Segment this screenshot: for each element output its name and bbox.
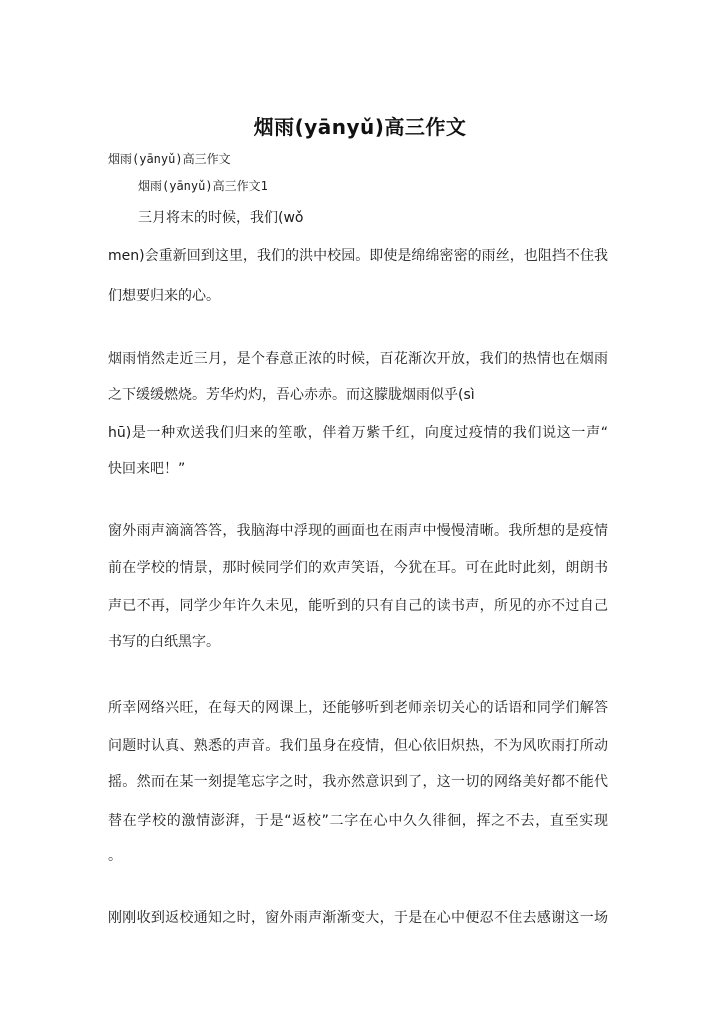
paragraph-2-line-3: hū)是一种欢送我们归来的笙歌，伴着万紫千红，向度过疫情的我们说这一声“ [108, 425, 608, 441]
paragraph-2-line-4: 快回来吧！” [108, 461, 186, 477]
paragraph-2-line-2: 之下缓缓燃烧。芳华灼灼，吾心赤赤。而这朦胧烟雨似乎(sì [108, 387, 475, 403]
paragraph-4-line-1: 所幸网络兴旺，在每天的网课上，还能够听到老师亲切关心的话语和同学们解答 [108, 700, 608, 716]
paragraph-intro-line-1: 三月将末的时候，我们(wǒ [138, 210, 304, 226]
paragraph-4-line-5: 。 [108, 848, 122, 864]
paragraph-intro-line-3: 们想要归来的心。 [108, 288, 220, 304]
page-title: 烟雨(yānyǔ)高三作文 [253, 115, 467, 139]
paragraph-3-line-3: 声已不再，同学少年许久未见，能听到的只有自己的读书声，所见的亦不过自己 [108, 598, 608, 614]
document-subheading: 烟雨(yānyǔ)高三作文1 [138, 179, 268, 193]
paragraph-3-line-2: 前在学校的情景，那时候同学们的欢声笑语，今犹在耳。可在此时此刻，朗朗书 [108, 560, 608, 576]
paragraph-4-line-4: 替在学校的激情澎湃，于是“返校”二字在心中久久徘徊，挥之不去，直至实现 [108, 813, 608, 829]
paragraph-3-line-1: 窗外雨声滴滴答答，我脑海中浮现的画面也在雨声中慢慢清晰。我所想的是疫情 [108, 523, 608, 539]
paragraph-4-line-2: 问题时认真、熟悉的声音。我们虽身在疫情，但心依旧炽热，不为风吹雨打所动 [108, 738, 608, 754]
document-heading-repeat: 烟雨(yānyǔ)高三作文 [108, 152, 231, 166]
paragraph-3-line-4: 书写的白纸黑字。 [108, 634, 220, 650]
paragraph-5-line-1: 刚刚收到返校通知之时，窗外雨声渐渐变大，于是在心中便忍不住去感谢这一场 [108, 910, 608, 926]
paragraph-4-line-3: 摇。然而在某一刻提笔忘字之时，我亦然意识到了，这一切的网络美好都不能代 [108, 774, 608, 790]
paragraph-intro-line-2: men)会重新回到这里，我们的洪中校园。即使是绵绵密密的雨丝，也阻挡不住我 [108, 248, 608, 264]
paragraph-2-line-1: 烟雨悄然走近三月，是个春意正浓的时候，百花渐次开放，我们的热情也在烟雨 [108, 351, 608, 367]
